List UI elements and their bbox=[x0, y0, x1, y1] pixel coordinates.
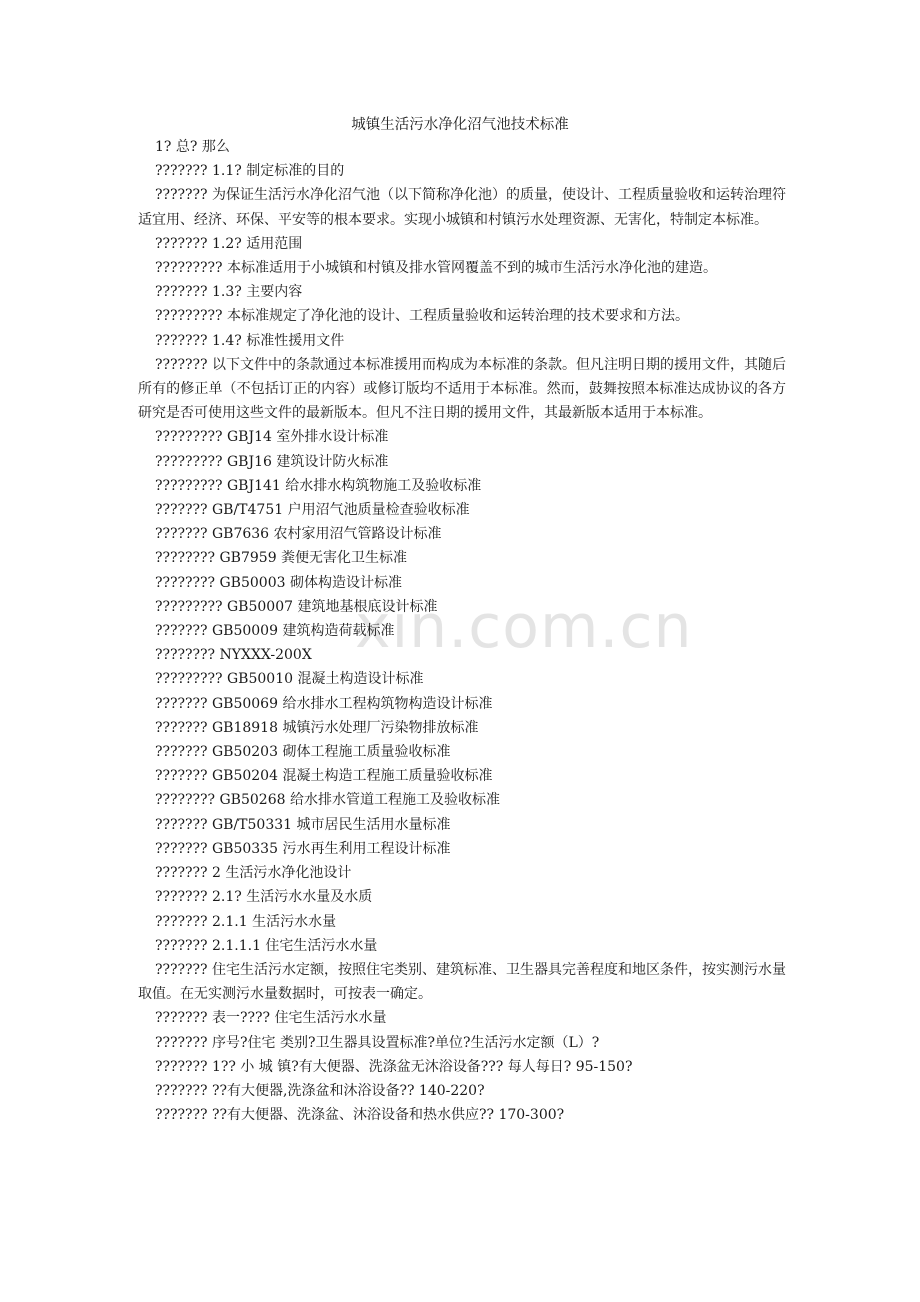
text-line: ??????? 1?? 小 城 镇?有大便器、洗涤盆无沐浴设备??? 每人每日? 95-150? bbox=[155, 1058, 633, 1075]
text-line: ??????? 1.1? 制定标准的目的 bbox=[155, 163, 345, 180]
text-line: ??????? GB50204 混凝土构造工程施工质量验收标准 bbox=[155, 768, 493, 785]
text-line: ??????? GB/T50331 城市居民生活用水量标准 bbox=[155, 816, 451, 833]
text-line: ??????? 以下文件中的条款通过本标准援用而构成为本标准的条款。但凡注明日期的援用文件，其随后所有的修正单（不包括订正的内容）或修订版均不适用于本标准。然而，鼓舞按照本标准达成协议的各方研究是否可使用这些文件的最新版本。但凡不注日期的援用文件，其最新版本适用于本标准。 bbox=[138, 356, 786, 422]
text-line: ??????? 2 生活污水净化池设计 bbox=[155, 865, 352, 882]
text-line: ??????? GB18918 城镇污水处理厂污染物排放标准 bbox=[155, 719, 479, 736]
text-line: ??????? 2.1? 生活污水水量及水质 bbox=[155, 889, 373, 906]
text-line: ??????? GB/T4751 户用沼气池质量检查验收标准 bbox=[155, 502, 470, 519]
text-line: ????????? GBJ141 给水排水构筑物施工及验收标准 bbox=[155, 477, 482, 494]
watermark: xin.com.cn bbox=[355, 592, 693, 662]
text-line: ????????? GBJ16 建筑设计防火标准 bbox=[155, 453, 389, 470]
text-line: ????????? 本标准适用于小城镇和村镇及排水管网覆盖不到的城市生活污水净化池的建造。 bbox=[155, 260, 718, 277]
text-line: ??????? 为保证生活污水净化沼气池（以下简称净化池）的质量，使设计、工程质量验收和运转治理符适宜用、经济、环保、平安等的根本要求。实现小城镇和村镇污水处理资源、无害化，特制定本标准。 bbox=[138, 187, 786, 228]
text-line: ???????? GB7959 粪便无害化卫生标准 bbox=[155, 550, 408, 567]
text-line: ??????? 2.1.1 生活污水水量 bbox=[155, 913, 337, 930]
text-line: ??????? 序号?住宅 类别?卫生器具设置标准?单位?生活污水定额（L）? bbox=[155, 1034, 600, 1051]
text-line: ???????? GB50268 给水排水管道工程施工及验收标准 bbox=[155, 792, 500, 809]
text-line: ????????? 本标准规定了净化池的设计、工程质量验收和运转治理的技术要求和方法。 bbox=[155, 308, 690, 325]
text-line: ????????? GBJ14 室外排水设计标准 bbox=[155, 429, 389, 446]
text-line: ??????? GB50009 建筑构造荷载标准 bbox=[155, 623, 395, 640]
text-line: ??????? GB50069 给水排水工程构筑物构造设计标准 bbox=[155, 695, 493, 712]
text-line: ???????? NYXXX-200X bbox=[155, 647, 312, 664]
text-line: 1? 总? 那么 bbox=[155, 139, 230, 155]
text-line: ????????? GB50007 建筑地基根底设计标准 bbox=[155, 598, 438, 615]
text-line: ??????? GB7636 农村家用沼气管路设计标准 bbox=[155, 526, 442, 543]
text-line: ??????? 住宅生活污水定额，按照住宅类别、建筑标准、卫生器具完善程度和地区条件，按实测污水量取值。在无实测污水量数据时，可按表一确定。 bbox=[138, 961, 786, 1003]
text-line: ??????? GB50335 污水再生利用工程设计标准 bbox=[155, 840, 451, 857]
text-line: ??????? 1.4? 标准性援用文件 bbox=[155, 332, 345, 349]
text-line: ??????? ??有大便器,洗涤盆和沐浴设备?? 140-220? bbox=[155, 1082, 485, 1099]
text-line: ??????? ??有大便器、洗涤盆、沐浴设备和热水供应?? 170-300? bbox=[155, 1107, 565, 1124]
text-line: ??????? 表一???? 住宅生活污水水量 bbox=[155, 1010, 387, 1027]
text-line: ???????? GB50003 砌体构造设计标准 bbox=[155, 574, 402, 591]
text-line: ??????? 1.3? 主要内容 bbox=[155, 284, 303, 301]
text-line: ??????? GB50203 砌体工程施工质量验收标准 bbox=[155, 744, 451, 761]
text-line: ??????? 2.1.1.1 住宅生活污水水量 bbox=[155, 937, 378, 954]
text-line: ??????? 1.2? 适用范围 bbox=[155, 235, 303, 252]
text-line: ????????? GB50010 混凝土构造设计标准 bbox=[155, 671, 424, 688]
document-body bbox=[138, 135, 786, 1127]
document-title: 城镇生活污水净化沼气池技术标准 bbox=[351, 117, 569, 133]
